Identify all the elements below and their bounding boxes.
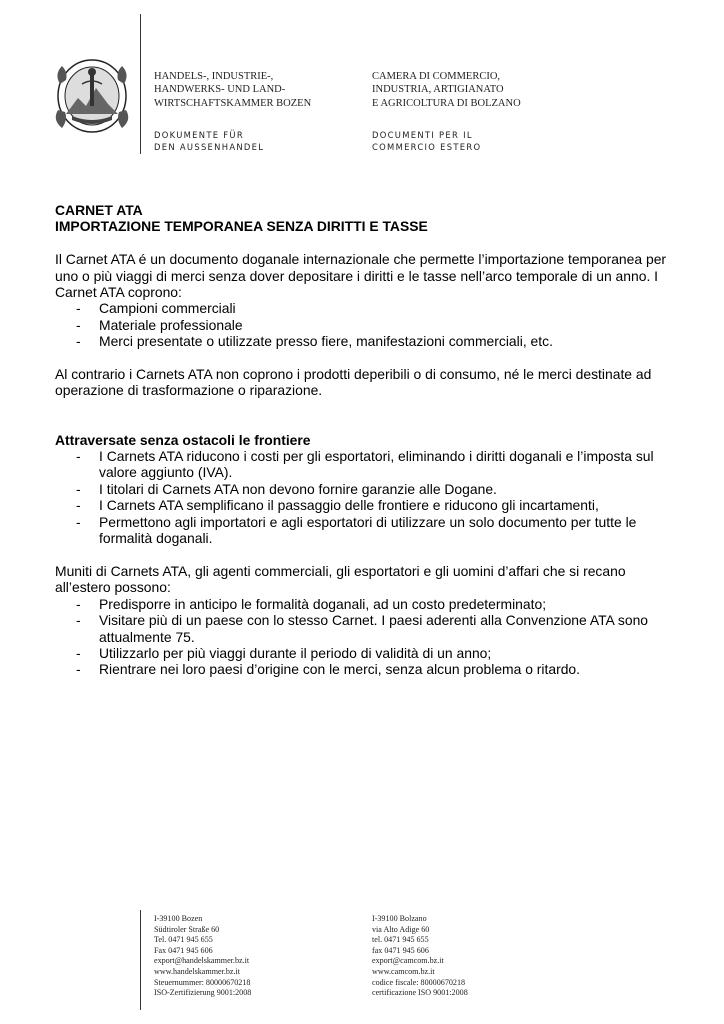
footer-line: Steuernummer: 80000670218 [154, 977, 251, 987]
footer-line: ISO-Zertifizierung 9001:2008 [154, 988, 252, 998]
german-dept-line: DOKUMENTE FÜR [154, 130, 244, 140]
footer-line: I-39100 Bolzano [372, 914, 427, 923]
benefits-list [55, 596, 675, 678]
german-name-line: WIRTSCHAFTSKAMMER BOZEN [154, 97, 312, 109]
list-item: - Materiale professionale [76, 316, 243, 333]
footer-website-link[interactable]: www.handelskammer.bz.it [154, 966, 241, 976]
italian-name-line: E AGRICOLTURA DI BOLZANO [372, 97, 521, 109]
list-item-text: Rientrare nei loro paesi d’origine con le merci, senza alcun problema o ritardo. [99, 661, 581, 678]
header-divider [140, 14, 141, 154]
german-department [154, 129, 264, 153]
document-title: CARNET ATA [55, 202, 143, 218]
footer-line: codice fiscale: 80000670218 [372, 977, 466, 987]
italian-name-line: INDUSTRIA, ARTIGIANATO [372, 84, 504, 96]
footer-line: I-39100 Bozen [154, 914, 203, 923]
closing-paragraph: Muniti di Carnets ATA, gli agenti commerciali, gli esportatori e gli uomini d’affari che si recano all’estero possono: [55, 562, 626, 596]
list-item: - Rientrare nei loro paesi d’origine con le merci, senza alcun problema o ritardo. [76, 661, 581, 678]
list-item: - Visitare più di un paese con lo stesso Carnet. I paesi aderenti alla Convenzione ATA sono attualmente 75. [76, 612, 649, 645]
italian-chamber-name [372, 70, 521, 110]
intro-paragraph: Il Carnet ATA é un documento doganale internazionale che permette l’importazione temporanea per uno o più viaggi di merci senza dover depositare i diritti e le tasse nell’arco temporale di un anno. I Carnet ATA coprono: [55, 251, 667, 301]
footer-line: tel. 0471 945 655 [372, 935, 429, 945]
list-item-text: Visitare più di un paese con lo stesso Carnet. I paesi aderenti alla Convenzione ATA sono attualmente 75. [99, 612, 649, 645]
coverage-list [55, 300, 675, 349]
list-item-text: Merci presentate o utilizzate presso fiere, manifestazioni commerciali, etc. [99, 333, 553, 350]
document-body [55, 202, 675, 678]
german-name-line: HANDWERKS- UND LAND- [154, 84, 286, 96]
german-name-line: HANDELS-, INDUSTRIE-, [154, 71, 274, 82]
footer-email-link[interactable]: export@camcom.bz.it [372, 956, 444, 966]
exclusions-paragraph: Al contrario i Carnets ATA non coprono i prodotti deperibili o di consumo, né le merci destinate ad operazione di trasformazione o riparazione. [55, 366, 652, 399]
list-item-text: Predisporre in anticipo le formalità doganali, ad un costo predeterminato; [99, 595, 547, 612]
chamber-crest-logo [52, 54, 132, 136]
list-item-text: Permettono agli importatori e agli esportatori di utilizzare un solo documento per tutte le formalità doganali. [99, 513, 637, 547]
list-item-text: Campioni commerciali [99, 300, 236, 317]
list-item: - Merci presentate o utilizzate presso fiere, manifestazioni commerciali, etc. [76, 333, 553, 350]
list-item: - Utilizzarlo per più viaggi durante il periodo di validità di un anno; [76, 644, 492, 661]
list-item-text: Materiale professionale [99, 316, 243, 333]
italian-name-line: CAMERA DI COMMERCIO, [372, 71, 501, 82]
document-subtitle: IMPORTAZIONE TEMPORANEA SENZA DIRITTI E TASSE [55, 218, 428, 235]
list-item: - I Carnets ATA semplificano il passaggio delle frontiere e riducono gli incartamenti, [76, 497, 599, 514]
italian-department [372, 129, 481, 153]
italian-dept-line: DOCUMENTI PER IL [372, 130, 473, 140]
footer-email-link[interactable]: export@handelskammer.bz.it [154, 956, 250, 966]
footer-line: Südtiroler Straße 60 [154, 924, 220, 934]
german-footer-address [154, 914, 251, 999]
section-heading: Attraversate senza ostacoli le frontiere [55, 431, 311, 448]
list-item: - I titolari di Carnets ATA non devono fornire garanzie alle Dogane. [76, 480, 497, 497]
advantages-list [55, 448, 675, 546]
footer-line: Tel. 0471 945 655 [154, 935, 213, 945]
italian-footer-address [372, 914, 468, 999]
footer-line: via Alto Adige 60 [372, 924, 430, 934]
footer-line: certificazione ISO 9001:2008 [372, 988, 468, 998]
italian-dept-line: COMMERCIO ESTERO [372, 142, 482, 152]
list-item: - I Carnets ATA riducono i costi per gli esportatori, eliminando i diritti doganali e l’imposta sul valore aggiunto (IVA). [76, 448, 654, 481]
footer-line: fax 0471 945 606 [372, 945, 429, 955]
list-item-text: I Carnets ATA semplificano il passaggio delle frontiere e riducono gli incartamenti, [99, 497, 599, 514]
list-item-text: I titolari di Carnets ATA non devono fornire garanzie alle Dogane. [99, 480, 497, 497]
list-item-text: I Carnets ATA riducono i costi per gli esportatori, eliminando i diritti doganali e l’imposta sul valore aggiunto (IVA). [99, 448, 654, 481]
list-item: - Campioni commerciali [76, 300, 236, 317]
footer-divider [140, 910, 141, 1010]
footer-line: Fax 0471 945 606 [154, 945, 213, 955]
list-item-text: Utilizzarlo per più viaggi durante il periodo di validità di un anno; [99, 644, 492, 661]
list-item: - Predisporre in anticipo le formalità doganali, ad un costo predeterminato; [76, 595, 547, 612]
footer-website-link[interactable]: www.camcom.bz.it [372, 966, 435, 976]
german-dept-line: DEN AUSSENHANDEL [154, 142, 265, 152]
german-chamber-name [154, 70, 311, 110]
list-item: - Permettono agli importatori e agli esportatori di utilizzare un solo documento per tutte le formalità doganali. [76, 513, 637, 547]
